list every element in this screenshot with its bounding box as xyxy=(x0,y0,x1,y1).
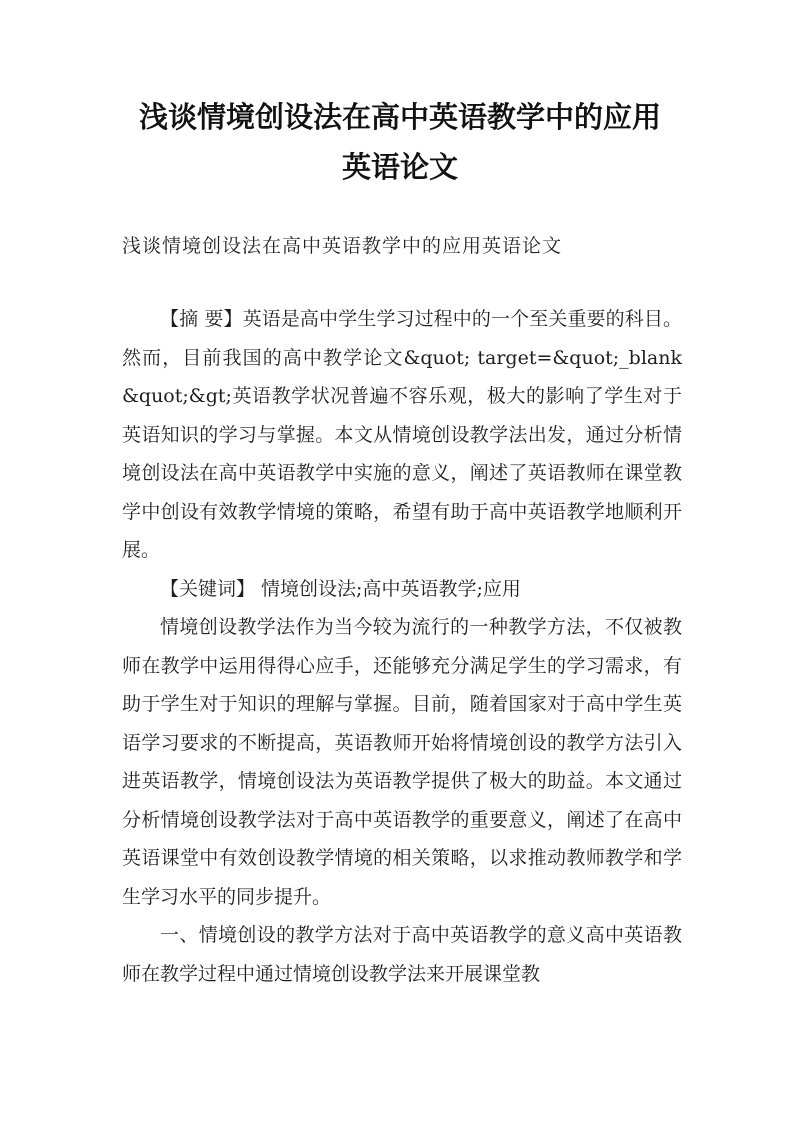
abstract-paragraph: 【摘 要】英语是高中学生学习过程中的一个至关重要的科目。然而，目前我国的高中教学论文&quot; target=&quot;_blank&quot;&gt;英语教学状况普遍不容乐观，极大的影响了学生对于英语知识的学习与掌握。本文从情境创设教学法出发，通过分析情境创设法在高中英语教学中实施的意义，阐述了英语教师在课堂教学中创设有效教学情境的策略，希望有助于高中英语教学地顺利开展。 xyxy=(122,308,682,561)
keywords-paragraph: 【关键词】 情境创设法;高中英语教学;应用 xyxy=(160,577,521,600)
document-subtitle: 浅谈情境创设法在高中英语教学中的应用英语论文 xyxy=(122,235,563,257)
document-title xyxy=(100,92,700,192)
title-line-1: 浅谈情境创设法在高中英语教学中的应用 xyxy=(138,100,661,134)
document-body xyxy=(122,300,682,993)
intro-paragraph: 情境创设教学法作为当今较为流行的一种教学方法，不仅被教师在教学中运用得得心应手，还能够充分满足学生的学习需求，有助于学生对于知识的理解与掌握。目前，随着国家对于高中学生英语学习要求的不断提高，英语教师开始将情境创设的教学方法引入进英语教学，情境创设法为英语教学提供了极大的助益。本文通过分析情境创设教学法对于高中英语教学的重要意义，阐述了在高中英语课堂中有效创设教学情境的相关策略，以求推动教师教学和学生学习水平的同步提升。 xyxy=(122,616,682,908)
section-1-paragraph: 一、情境创设的教学方法对于高中英语教学的意义高中英语教师在教学过程中通过情境创设教学法来开展课堂教 xyxy=(122,924,682,985)
title-line-2: 英语论文 xyxy=(341,150,458,184)
